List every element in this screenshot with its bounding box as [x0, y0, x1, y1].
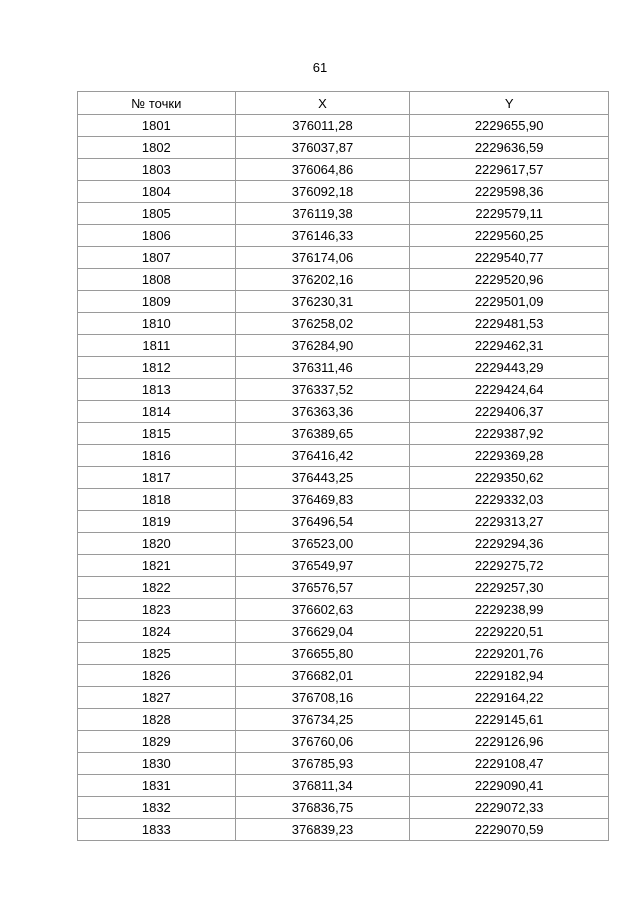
- cell-x: 376836,75: [235, 797, 410, 819]
- cell-y: 2229070,59: [410, 819, 609, 841]
- cell-point-number: 1823: [78, 599, 236, 621]
- table-row: [78, 379, 609, 401]
- cell-x: 376092,18: [235, 181, 410, 203]
- cell-x: 376337,52: [235, 379, 410, 401]
- cell-y: 2229369,28: [410, 445, 609, 467]
- cell-x: 376734,25: [235, 709, 410, 731]
- cell-point-number: 1807: [78, 247, 236, 269]
- cell-point-number: 1803: [78, 159, 236, 181]
- table-row: [78, 511, 609, 533]
- cell-x: 376839,23: [235, 819, 410, 841]
- cell-x: 376811,34: [235, 775, 410, 797]
- cell-point-number: 1826: [78, 665, 236, 687]
- cell-point-number: 1811: [78, 335, 236, 357]
- table-row: [78, 203, 609, 225]
- cell-x: 376655,80: [235, 643, 410, 665]
- cell-y: 2229462,31: [410, 335, 609, 357]
- table-row: [78, 445, 609, 467]
- cell-y: 2229201,76: [410, 643, 609, 665]
- cell-x: 376760,06: [235, 731, 410, 753]
- cell-x: 376119,38: [235, 203, 410, 225]
- cell-y: 2229126,96: [410, 731, 609, 753]
- cell-y: 2229350,62: [410, 467, 609, 489]
- cell-point-number: 1828: [78, 709, 236, 731]
- cell-x: 376011,28: [235, 115, 410, 137]
- cell-x: 376629,04: [235, 621, 410, 643]
- table-row: [78, 269, 609, 291]
- table-row: [78, 819, 609, 841]
- table-row: [78, 687, 609, 709]
- cell-y: 2229164,22: [410, 687, 609, 709]
- cell-x: 376416,42: [235, 445, 410, 467]
- table-row: [78, 181, 609, 203]
- cell-x: 376469,83: [235, 489, 410, 511]
- table-row: [78, 577, 609, 599]
- cell-point-number: 1830: [78, 753, 236, 775]
- table-row: [78, 533, 609, 555]
- cell-y: 2229540,77: [410, 247, 609, 269]
- cell-y: 2229406,37: [410, 401, 609, 423]
- table-row: [78, 709, 609, 731]
- cell-x: 376708,16: [235, 687, 410, 709]
- cell-point-number: 1831: [78, 775, 236, 797]
- cell-point-number: 1810: [78, 313, 236, 335]
- cell-point-number: 1820: [78, 533, 236, 555]
- cell-y: 2229238,99: [410, 599, 609, 621]
- cell-x: 376146,33: [235, 225, 410, 247]
- cell-point-number: 1824: [78, 621, 236, 643]
- header-point-number: № точки: [78, 92, 236, 115]
- cell-y: 2229294,36: [410, 533, 609, 555]
- cell-y: 2229560,25: [410, 225, 609, 247]
- cell-point-number: 1816: [78, 445, 236, 467]
- cell-point-number: 1827: [78, 687, 236, 709]
- table-row: [78, 313, 609, 335]
- cell-y: 2229145,61: [410, 709, 609, 731]
- cell-x: 376496,54: [235, 511, 410, 533]
- table-row: [78, 401, 609, 423]
- cell-x: 376602,63: [235, 599, 410, 621]
- table-row: [78, 489, 609, 511]
- table-body: [78, 115, 609, 841]
- cell-y: 2229443,29: [410, 357, 609, 379]
- cell-y: 2229275,72: [410, 555, 609, 577]
- cell-point-number: 1805: [78, 203, 236, 225]
- cell-x: 376363,36: [235, 401, 410, 423]
- cell-point-number: 1815: [78, 423, 236, 445]
- table-row: [78, 731, 609, 753]
- cell-point-number: 1806: [78, 225, 236, 247]
- cell-y: 2229501,09: [410, 291, 609, 313]
- cell-x: 376443,25: [235, 467, 410, 489]
- table-row: [78, 115, 609, 137]
- cell-x: 376549,97: [235, 555, 410, 577]
- cell-y: 2229520,96: [410, 269, 609, 291]
- cell-y: 2229617,57: [410, 159, 609, 181]
- cell-y: 2229257,30: [410, 577, 609, 599]
- table-row: [78, 599, 609, 621]
- cell-x: 376202,16: [235, 269, 410, 291]
- cell-point-number: 1812: [78, 357, 236, 379]
- cell-point-number: 1801: [78, 115, 236, 137]
- table-row: [78, 665, 609, 687]
- cell-x: 376258,02: [235, 313, 410, 335]
- table-row: [78, 797, 609, 819]
- cell-point-number: 1809: [78, 291, 236, 313]
- cell-y: 2229387,92: [410, 423, 609, 445]
- table-row: [78, 247, 609, 269]
- cell-point-number: 1802: [78, 137, 236, 159]
- cell-point-number: 1829: [78, 731, 236, 753]
- table-row: [78, 753, 609, 775]
- cell-y: 2229424,64: [410, 379, 609, 401]
- cell-point-number: 1819: [78, 511, 236, 533]
- cell-x: 376785,93: [235, 753, 410, 775]
- cell-x: 376389,65: [235, 423, 410, 445]
- table-row: [78, 621, 609, 643]
- table-row: [78, 775, 609, 797]
- cell-x: 376230,31: [235, 291, 410, 313]
- table-row: [78, 643, 609, 665]
- cell-x: 376037,87: [235, 137, 410, 159]
- cell-y: 2229090,41: [410, 775, 609, 797]
- cell-point-number: 1808: [78, 269, 236, 291]
- cell-x: 376576,57: [235, 577, 410, 599]
- cell-y: 2229182,94: [410, 665, 609, 687]
- cell-y: 2229598,36: [410, 181, 609, 203]
- table-row: [78, 335, 609, 357]
- table-row: [78, 159, 609, 181]
- table-row: [78, 225, 609, 247]
- cell-point-number: 1804: [78, 181, 236, 203]
- cell-point-number: 1832: [78, 797, 236, 819]
- cell-point-number: 1822: [78, 577, 236, 599]
- cell-point-number: 1818: [78, 489, 236, 511]
- cell-point-number: 1833: [78, 819, 236, 841]
- cell-y: 2229332,03: [410, 489, 609, 511]
- cell-x: 376311,46: [235, 357, 410, 379]
- cell-point-number: 1813: [78, 379, 236, 401]
- header-y: Y: [410, 92, 609, 115]
- table-row: [78, 467, 609, 489]
- cell-y: 2229579,11: [410, 203, 609, 225]
- table-header: [78, 92, 609, 115]
- cell-point-number: 1825: [78, 643, 236, 665]
- table-row: [78, 423, 609, 445]
- table-row: [78, 137, 609, 159]
- page-number: 61: [312, 60, 328, 75]
- header-x: X: [235, 92, 410, 115]
- cell-y: 2229655,90: [410, 115, 609, 137]
- cell-point-number: 1821: [78, 555, 236, 577]
- cell-y: 2229481,53: [410, 313, 609, 335]
- cell-point-number: 1817: [78, 467, 236, 489]
- coordinates-table: [77, 91, 609, 841]
- table-row: [78, 291, 609, 313]
- cell-x: 376682,01: [235, 665, 410, 687]
- cell-y: 2229220,51: [410, 621, 609, 643]
- table-row: [78, 357, 609, 379]
- header-row: [78, 92, 609, 115]
- cell-y: 2229108,47: [410, 753, 609, 775]
- cell-x: 376064,86: [235, 159, 410, 181]
- cell-point-number: 1814: [78, 401, 236, 423]
- table-row: [78, 555, 609, 577]
- cell-x: 376174,06: [235, 247, 410, 269]
- cell-y: 2229072,33: [410, 797, 609, 819]
- cell-y: 2229313,27: [410, 511, 609, 533]
- cell-x: 376284,90: [235, 335, 410, 357]
- cell-y: 2229636,59: [410, 137, 609, 159]
- cell-x: 376523,00: [235, 533, 410, 555]
